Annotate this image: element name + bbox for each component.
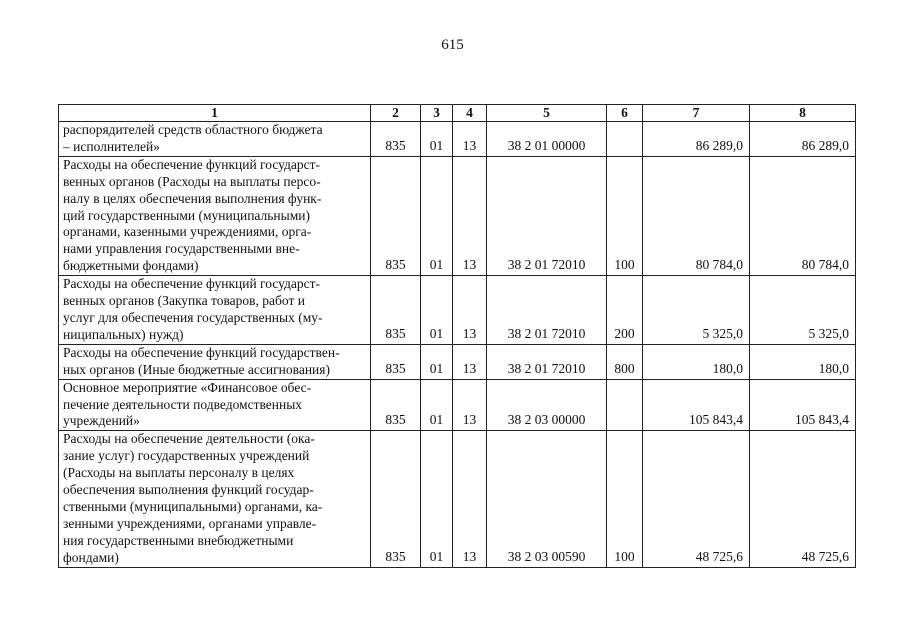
table-row — [59, 379, 856, 431]
item-name-line: Расходы на обеспечение функций государствен- — [63, 344, 340, 360]
cell-section: 01 — [421, 156, 453, 275]
cell-expense-type: 800 — [607, 344, 643, 379]
table-body — [59, 122, 856, 568]
cell-target-article: 38 2 03 00590 — [487, 431, 607, 567]
cell-amount-col8: 80 784,0 — [750, 156, 856, 275]
page-number: 615 — [441, 37, 464, 53]
cell-expense-type — [607, 122, 643, 157]
item-name-line: распорядителей средств областного бюджета — [63, 122, 323, 137]
item-name-line: учреждений» — [63, 413, 140, 429]
cell-section: 01 — [421, 276, 453, 345]
cell-target-article: 38 2 01 72010 — [487, 276, 607, 345]
cell-ministry-code: 835 — [371, 344, 421, 379]
item-name-line: нами управления государственными вне- — [63, 241, 300, 257]
item-name-line: зенными учреждениями, органами управле- — [63, 515, 317, 531]
cell-expense-type: 200 — [607, 276, 643, 345]
item-name-line: ния государственными внебюджетными — [63, 532, 294, 548]
budget-table — [58, 104, 856, 568]
cell-item-name — [59, 431, 371, 567]
cell-expense-type — [607, 379, 643, 431]
item-name-line: Расходы на обеспечение деятельности (ока- — [63, 431, 315, 447]
cell-item-name — [59, 276, 371, 345]
header-row — [59, 105, 856, 122]
table-row — [59, 344, 856, 379]
header-col-1: 1 — [59, 105, 371, 122]
cell-item-name — [59, 344, 371, 379]
item-name-line: – исполнителей» — [63, 138, 160, 154]
cell-amount-col7: 5 325,0 — [643, 276, 750, 345]
header-col-4: 4 — [453, 105, 487, 122]
header-col-7: 7 — [643, 105, 750, 122]
cell-section: 01 — [421, 431, 453, 567]
item-name-line: бюджетными фондами) — [63, 258, 199, 274]
cell-amount-col8: 48 725,6 — [750, 431, 856, 567]
item-name-line: (Расходы на выплаты персоналу в целях — [63, 465, 295, 481]
item-name-line: фондами) — [63, 549, 119, 565]
table-row — [59, 122, 856, 157]
header-col-5: 5 — [487, 105, 607, 122]
cell-expense-type: 100 — [607, 431, 643, 567]
cell-target-article: 38 2 01 00000 — [487, 122, 607, 157]
cell-target-article: 38 2 01 72010 — [487, 156, 607, 275]
item-name-line: ниципальных) нужд) — [63, 326, 184, 342]
cell-subsection: 13 — [453, 156, 487, 275]
cell-target-article: 38 2 03 00000 — [487, 379, 607, 431]
table-row — [59, 276, 856, 345]
cell-amount-col7: 80 784,0 — [643, 156, 750, 275]
item-name-line: венных органов (Закупка товаров, работ и — [63, 293, 305, 309]
item-name-line: печение деятельности подведомственных — [63, 396, 303, 412]
item-name-line: услуг для обеспечения государственных (му- — [63, 309, 323, 325]
cell-subsection: 13 — [453, 122, 487, 157]
item-name-line: Расходы на обеспечение функций государст- — [63, 156, 321, 172]
cell-subsection: 13 — [453, 276, 487, 345]
cell-section: 01 — [421, 379, 453, 431]
header-col-3: 3 — [421, 105, 453, 122]
cell-ministry-code: 835 — [371, 276, 421, 345]
table-row — [59, 431, 856, 567]
cell-expense-type: 100 — [607, 156, 643, 275]
cell-subsection: 13 — [453, 344, 487, 379]
cell-ministry-code: 835 — [371, 156, 421, 275]
cell-item-name — [59, 156, 371, 275]
cell-item-name — [59, 122, 371, 157]
item-name-line: Основное мероприятие «Финансовое обес- — [63, 379, 312, 395]
item-name-line: зание услуг) государственных учреждений — [63, 448, 310, 464]
item-name-line: органами, казенными учреждениями, орга- — [63, 224, 312, 240]
cell-amount-col7: 105 843,4 — [643, 379, 750, 431]
cell-amount-col8: 105 843,4 — [750, 379, 856, 431]
cell-amount-col7: 86 289,0 — [643, 122, 750, 157]
cell-amount-col8: 86 289,0 — [750, 122, 856, 157]
cell-ministry-code: 835 — [371, 431, 421, 567]
item-name-line: Расходы на обеспечение функций государст- — [63, 276, 321, 292]
item-name-line: ственными (муниципальными) органами, ка- — [63, 498, 323, 514]
item-name-line: венных органов (Расходы на выплаты персо- — [63, 173, 321, 189]
cell-target-article: 38 2 01 72010 — [487, 344, 607, 379]
cell-item-name — [59, 379, 371, 431]
header-col-6: 6 — [607, 105, 643, 122]
cell-amount-col8: 180,0 — [750, 344, 856, 379]
item-name-line: ций государственными (муниципальными) — [63, 207, 310, 223]
header-col-8: 8 — [750, 105, 856, 122]
item-name-line: налу в целях обеспечения выполнения функ- — [63, 190, 322, 206]
cell-ministry-code: 835 — [371, 379, 421, 431]
table-header — [59, 105, 856, 122]
item-name-line: ных органов (Иные бюджетные ассигнования) — [63, 361, 330, 377]
cell-amount-col7: 48 725,6 — [643, 431, 750, 567]
cell-ministry-code: 835 — [371, 122, 421, 157]
item-name-line: обеспечения выполнения функций государ- — [63, 482, 314, 498]
cell-section: 01 — [421, 344, 453, 379]
table-row — [59, 156, 856, 275]
header-col-2: 2 — [371, 105, 421, 122]
cell-section: 01 — [421, 122, 453, 157]
cell-subsection: 13 — [453, 379, 487, 431]
cell-subsection: 13 — [453, 431, 487, 567]
cell-amount-col7: 180,0 — [643, 344, 750, 379]
cell-amount-col8: 5 325,0 — [750, 276, 856, 345]
